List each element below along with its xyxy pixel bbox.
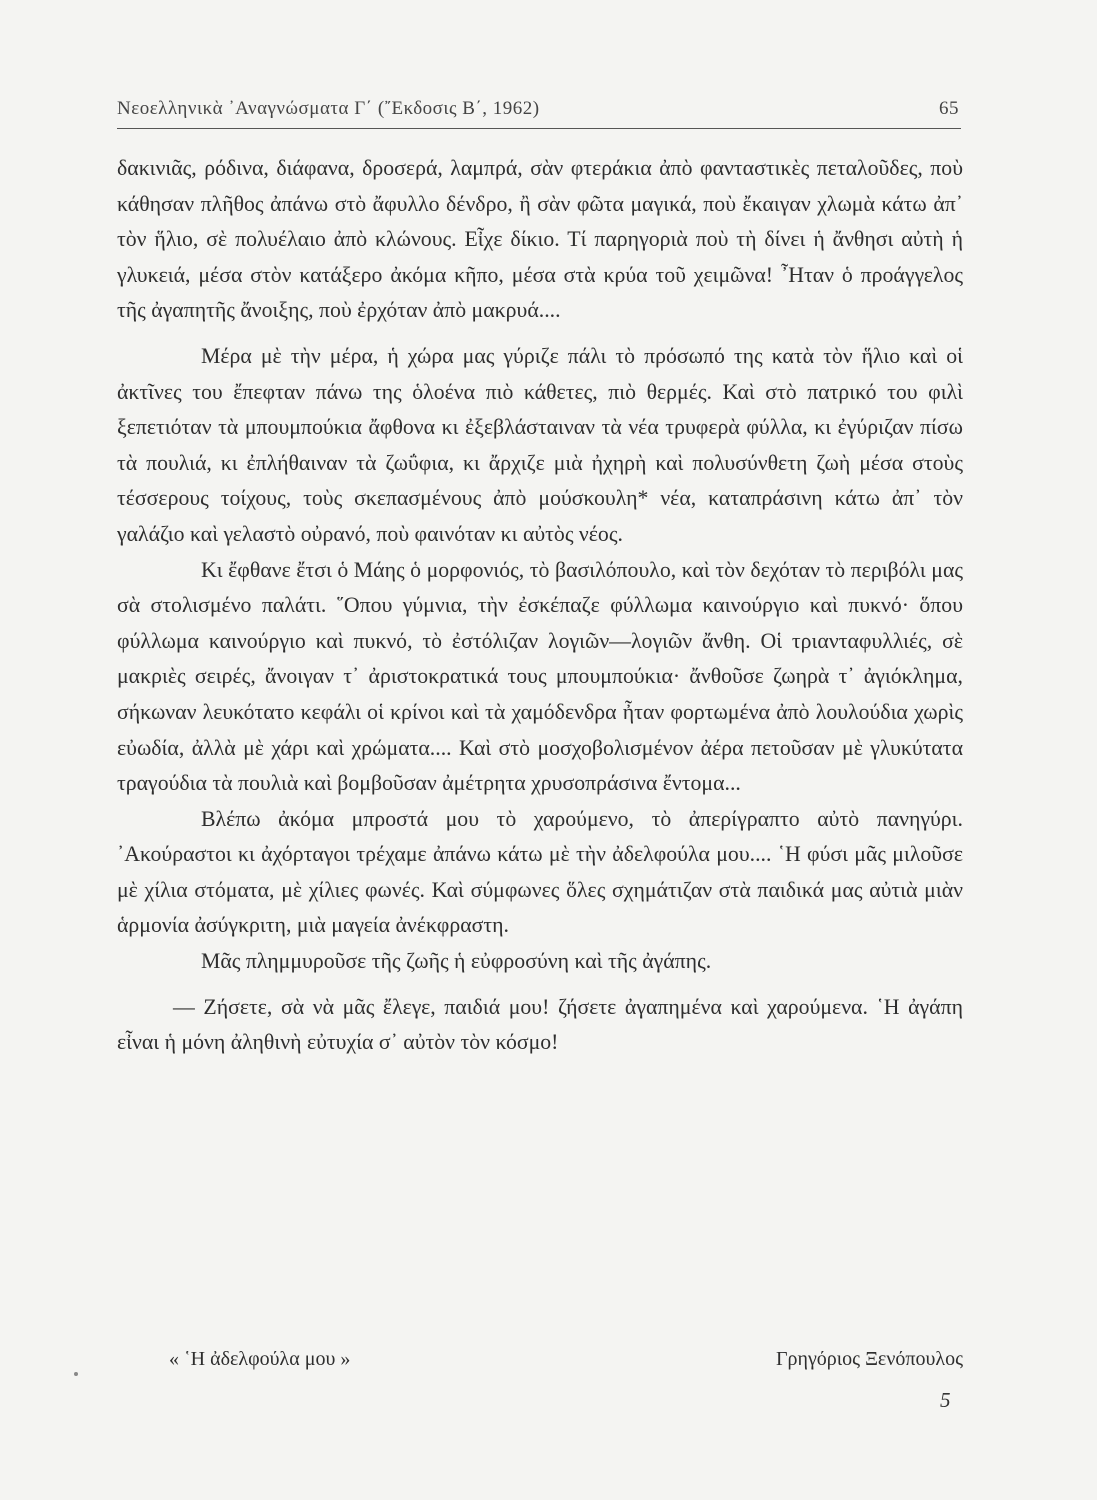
running-header xyxy=(117,92,961,129)
main-text xyxy=(117,151,963,1061)
header-title: Νεοελληνικὰ ᾿Αναγνώσματα Γ΄ (῎Εκδοσις Β΄, 1962) xyxy=(117,98,540,119)
signature-mark: 5 xyxy=(940,1388,951,1412)
page-number: 65 xyxy=(939,98,959,119)
paper-speck xyxy=(74,1372,78,1376)
paragraph-5: Μᾶς πλημμυροῦσε τῆς ζωῆς ἡ εὐφροσύνη καὶ τῆς ἀγάπης. xyxy=(201,949,712,974)
paragraph-6: — Ζήσετε, σὰ νὰ μᾶς ἔλεγε, παιδιά μου! ζήσετε ἀγαπημένα καὶ χαρούμενα. ῾Η ἀγάπη εἶναι ἡ μόνη ἀληθινὴ εὐτυχία σ᾿ αὐτὸν τὸν κόσμο! xyxy=(117,994,963,1055)
source-title: « ῾Η ἀδελφούλα μου » xyxy=(169,1348,351,1370)
attribution xyxy=(117,1348,963,1378)
paragraph-2: Μέρα μὲ τὴν μέρα, ἡ χώρα μας γύριζε πάλι τὸ πρόσωπό της κατὰ τὸν ἥλιο καὶ οἱ ἀκτῖνες του ἔπεφταν πάνω της ὁλοένα πιὸ κάθετες, πιὸ θερμές. Καὶ στὸ πατρικό του φιλὶ ξεπετιόταν τὰ μπουμπούκια ἄφθονα κι ἐξεβλάσταιναν τὰ νέα τρυφερὰ φύλλα, κι ἐγύριζαν πίσω τὰ πουλιά, κι ἐπλήθαιναν τὰ ζωΰφια, κι ἄρχιζε μιὰ ἠχηρὴ καὶ πολυσύνθετη ζωὴ μέσα στοὺς τέσσερους τοίχους, τοὺς σκεπασμένους ἀπὸ μούσκουλη* νέα, καταπράσινη κάτω ἀπ᾿ τὸν γαλάζιο καὶ γελαστὸ οὐρανό, ποὺ φαινόταν κι αὐτὸς νέος. xyxy=(117,343,963,546)
author-name: Γρηγόριος Ξενόπουλος xyxy=(775,1348,963,1370)
paragraph-1: δακινιᾶς, ρόδινα, διάφανα, δροσερά, λαμπρά, σὰν φτεράκια ἀπὸ φανταστικὲς πεταλοῦδες, ποὺ κάθησαν πλῆθος ἀπάνω στὸ ἄφυλλο δένδρο, ἢ σὰν φῶτα μαγικά, ποὺ ἔκαιγαν χλωμὰ κάτω ἀπ᾿ τὸν ἥλιο, σὲ πολυέλαιο ἀπὸ κλώνους. Εἶχε δίκιο. Τί παρηγοριὰ ποὺ τὴ δίνει ἡ ἄνθησι αὐτὴ ἡ γλυκειά, μέσα στὸν κατάξερο ἀκόμα κῆπο, μέσα στὰ κρύα τοῦ χειμῶνα! ῏Ηταν ὁ προάγγελος τῆς ἀγαπητῆς ἄνοιξης, ποὺ ἐρχόταν ἀπὸ μακρυά.... xyxy=(117,156,963,323)
paragraph-4: Βλέπω ἀκόμα μπροστά μου τὸ χαρούμενο, τὸ ἀπερίγραπτο αὐτὸ πανηγύρι. ᾿Ακούραστοι κι ἀχόρταγοι τρέχαμε ἀπάνω κάτω μὲ τὴν ἀδελφούλα μου.... ῾Η φύσι μᾶς μιλοῦσε μὲ χίλια στόματα, μὲ χίλιες φωνές. Καὶ σύμφωνες ὅλες σχημάτιζαν στὰ παιδικά μας αὐτιὰ μιὰν ἁρμονία ἀσύγκριτη, μιὰ μαγεία ἀνέκφραστη. xyxy=(117,806,963,938)
paragraph-3: Κι ἔφθανε ἔτσι ὁ Μάης ὁ μορφονιός, τὸ βασιλόπουλο, καὶ τὸν δεχόταν τὸ περιβόλι μας σὰ στολισμένο παλάτι. ῞Οπου γύμνια, τὴν ἐσκέπαζε φύλλωμα καινούργιο καὶ πυκνό· ὅπου φύλλωμα καινούργιο καὶ πυκνό, τὸ ἐστόλιζαν λογιῶν—λογιῶν ἄνθη. Οἱ τριανταφυλλιές, σὲ μακριὲς σειρές, ἄνοιγαν τ᾿ ἀριστοκρατικά τους μπουμπούκια· ἄνθοῦσε ζωηρὰ τ᾿ ἀγιόκλημα, σήκωναν λευκότατο κεφάλι οἱ κρίνοι καὶ τὰ χαμόδενδρα ἦταν φορτωμένα ἀπὸ λουλούδια χωρὶς εὐωδία, ἀλλὰ μὲ χάρι καὶ χρώματα.... Καὶ στὸ μοσχοβολισμένον ἀέρα πετοῦσαν μὲ γλυκύτατα τραγούδια τὰ πουλιὰ καὶ βομβοῦσαν ἀμέτρητα χρυσοπράσινα ἔντομα... xyxy=(117,557,963,796)
